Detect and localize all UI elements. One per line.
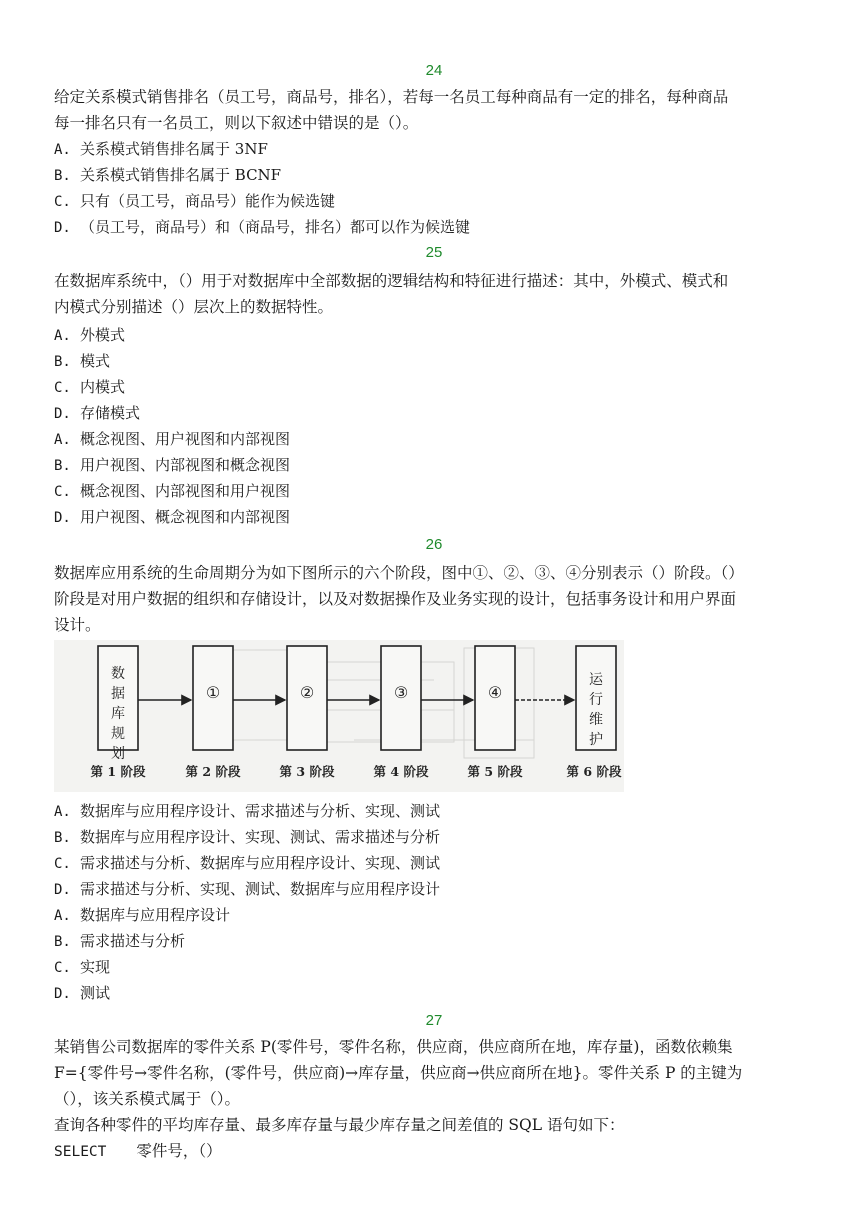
q25-option bbox=[54, 374, 125, 400]
q27-stem-line1: 某销售公司数据库的零件关系 P(零件号，零件名称，供应商，供应商所在地，库存量)，函数依赖集 bbox=[54, 1038, 733, 1056]
option-letter: C. bbox=[54, 194, 71, 210]
box-label-char: 库 bbox=[111, 706, 125, 722]
option-text: 关系模式销售排名属于 BCNF bbox=[80, 166, 282, 184]
option-text: 用户视图、内部视图和概念视图 bbox=[80, 456, 291, 474]
option-letter: C. bbox=[54, 856, 71, 872]
option-text: 测试 bbox=[80, 984, 111, 1002]
option-letter: D. bbox=[54, 220, 71, 236]
option-text: 实现 bbox=[80, 958, 111, 976]
q26-option bbox=[54, 980, 110, 1006]
stage-label-5: 第 5 阶段 bbox=[467, 764, 523, 779]
stage-label-3: 第 3 阶段 bbox=[279, 764, 335, 779]
q24-stem-line2: 每一排名只有一名员工，则以下叙述中错误的是（）。 bbox=[54, 114, 419, 132]
q26-stem-line3: 设计。 bbox=[54, 616, 101, 634]
option-text: 数据库与应用程序设计、实现、测试、需求描述与分析 bbox=[80, 828, 441, 846]
q24-option bbox=[54, 162, 281, 188]
option-text: 模式 bbox=[80, 352, 111, 370]
option-letter: C. bbox=[54, 484, 71, 500]
q26-stem-line1: 数据库应用系统的生命周期分为如下图所示的六个阶段，图中①、②、③、④分别表示（）阶段。（） bbox=[54, 564, 744, 582]
option-text: 用户视图、概念视图和内部视图 bbox=[80, 508, 291, 526]
q27-stem-line2: F={零件号→零件名称，(零件号，供应商)→库存量，供应商→供应商所在地}。零件关系 P 的主键为 bbox=[54, 1064, 743, 1082]
option-letter: A. bbox=[54, 432, 71, 448]
option-letter: D. bbox=[54, 882, 71, 898]
box-label-char: 划 bbox=[111, 746, 125, 762]
box-label-char: 数 bbox=[111, 666, 125, 682]
question-number-26: 26 bbox=[425, 536, 443, 553]
option-letter: B. bbox=[54, 830, 71, 846]
q25-stem-line2: 内模式分别描述（）层次上的数据特性。 bbox=[54, 298, 334, 316]
lifecycle-diagram-svg bbox=[54, 640, 624, 792]
option-text: 只有（员工号，商品号）能作为候选键 bbox=[80, 192, 336, 210]
question-number-25: 25 bbox=[425, 244, 443, 261]
box-label-circle-3: ③ bbox=[393, 683, 409, 702]
option-text: 数据库与应用程序设计、需求描述与分析、实现、测试 bbox=[80, 802, 441, 820]
option-letter: B. bbox=[54, 458, 71, 474]
question-number-24: 24 bbox=[425, 62, 443, 79]
option-text: 外模式 bbox=[80, 326, 126, 344]
q25-option bbox=[54, 348, 110, 374]
option-text: 需求描述与分析、数据库与应用程序设计、实现、测试 bbox=[80, 854, 441, 872]
q27-stem-line4: 查询各种零件的平均库存量、最多库存量与最少库存量之间差值的 SQL 语句如下： bbox=[54, 1116, 625, 1134]
q25-option bbox=[54, 504, 290, 530]
q27-stem-line3: （），该关系模式属于（）。 bbox=[54, 1090, 241, 1108]
q24-option bbox=[54, 214, 470, 240]
q26-option bbox=[54, 954, 110, 980]
q26-option bbox=[54, 928, 185, 954]
box-label-circle-4: ④ bbox=[487, 683, 503, 702]
q27-sql-line bbox=[54, 1138, 824, 1164]
option-letter: A. bbox=[54, 328, 71, 344]
option-letter: A. bbox=[54, 142, 71, 158]
option-letter: D. bbox=[54, 986, 71, 1002]
sql-keyword: SELECT bbox=[54, 1144, 107, 1160]
q26-option bbox=[54, 824, 440, 850]
q25-option bbox=[54, 426, 290, 452]
sql-rest: 零件号，（） bbox=[136, 1142, 222, 1160]
lifecycle-diagram bbox=[54, 640, 624, 792]
stage-label-2: 第 2 阶段 bbox=[185, 764, 241, 779]
option-text: 概念视图、用户视图和内部视图 bbox=[80, 430, 291, 448]
option-text: （员工号，商品号）和（商品号，排名）都可以作为候选键 bbox=[80, 218, 471, 236]
box-label-circle-1: ① bbox=[205, 683, 221, 702]
option-letter: B. bbox=[54, 934, 71, 950]
q25-option bbox=[54, 478, 290, 504]
box-label-char: 护 bbox=[589, 732, 603, 748]
box-label-char: 规 bbox=[111, 726, 125, 742]
q26-stem-line2: 阶段是对用户数据的组织和存储设计，以及对数据操作及业务实现的设计，包括事务设计和用户界面 bbox=[54, 590, 737, 608]
option-text: 需求描述与分析、实现、测试、数据库与应用程序设计 bbox=[80, 880, 441, 898]
box-label-char: 运 bbox=[589, 672, 603, 688]
box-label-char: 据 bbox=[111, 686, 125, 702]
option-text: 内模式 bbox=[80, 378, 126, 396]
q26-option bbox=[54, 876, 440, 902]
box-label-database-planning bbox=[111, 665, 125, 762]
question-number-27: 27 bbox=[425, 1012, 443, 1029]
q26-option bbox=[54, 902, 230, 928]
option-text: 数据库与应用程序设计 bbox=[80, 906, 231, 924]
option-letter: B. bbox=[54, 168, 71, 184]
box-label-char: 维 bbox=[589, 712, 603, 728]
option-text: 关系模式销售排名属于 3NF bbox=[80, 140, 268, 158]
q25-option bbox=[54, 322, 125, 348]
q24-option bbox=[54, 188, 335, 214]
option-letter: A. bbox=[54, 908, 71, 924]
box-label-char: 行 bbox=[589, 692, 603, 708]
q24-option bbox=[54, 136, 268, 162]
stage-label-1: 第 1 阶段 bbox=[90, 764, 146, 779]
option-letter: D. bbox=[54, 510, 71, 526]
option-letter: C. bbox=[54, 960, 71, 976]
stage-label-4: 第 4 阶段 bbox=[373, 764, 429, 779]
stage-label-6: 第 6 阶段 bbox=[566, 764, 622, 779]
q26-option bbox=[54, 850, 440, 876]
q25-option bbox=[54, 452, 290, 478]
option-letter: A. bbox=[54, 804, 71, 820]
option-text: 概念视图、内部视图和用户视图 bbox=[80, 482, 291, 500]
q25-option bbox=[54, 400, 140, 426]
option-letter: C. bbox=[54, 380, 71, 396]
option-letter: D. bbox=[54, 406, 71, 422]
option-letter: B. bbox=[54, 354, 71, 370]
option-text: 需求描述与分析 bbox=[80, 932, 186, 950]
box-label-circle-2: ② bbox=[299, 683, 315, 702]
q25-stem-line1: 在数据库系统中，（）用于对数据库中全部数据的逻辑结构和特征进行描述：其中，外模式、模式和 bbox=[54, 272, 729, 290]
q26-option bbox=[54, 798, 440, 824]
q24-stem-line1: 给定关系模式销售排名（员工号，商品号，排名），若每一名员工每种商品有一定的排名，每种商品 bbox=[54, 88, 729, 106]
option-text: 存储模式 bbox=[80, 404, 141, 422]
